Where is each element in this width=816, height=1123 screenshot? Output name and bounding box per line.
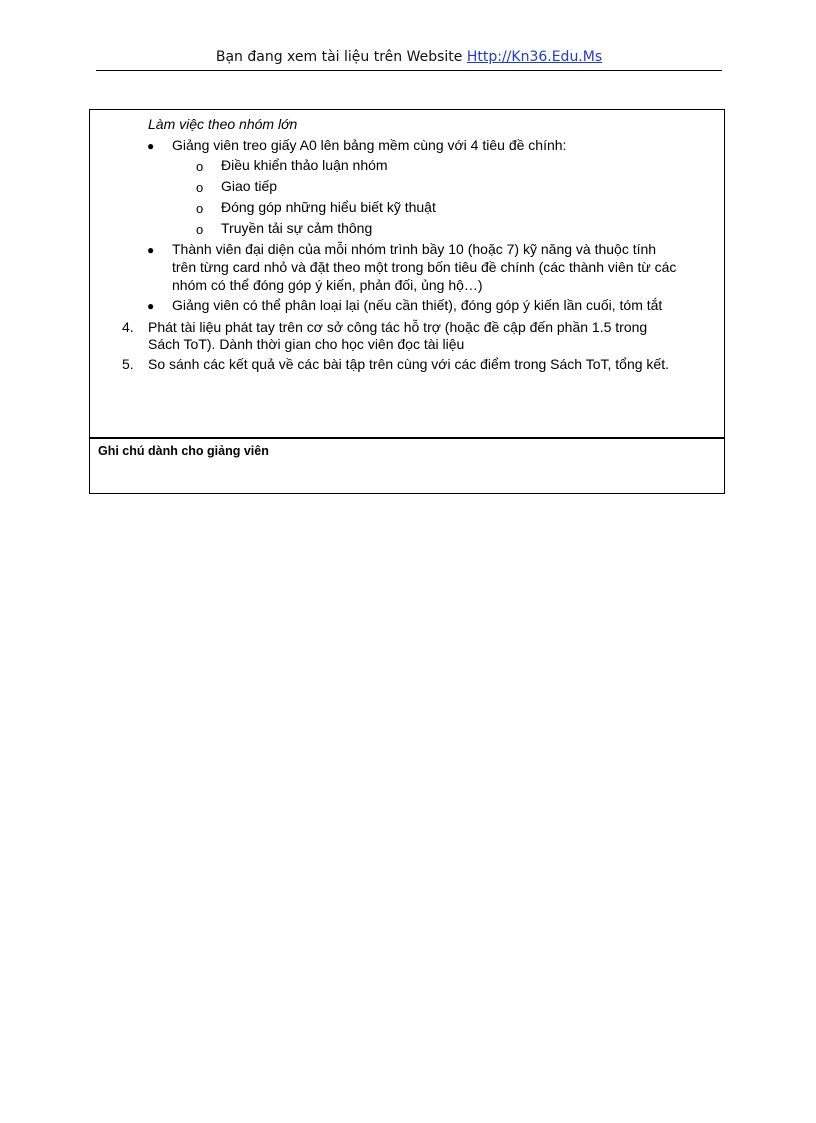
website-link[interactable]: Http://Kn36.Edu.Ms (466, 49, 603, 65)
circle-marker: o (196, 159, 204, 174)
section-title: Làm việc theo nhóm lớn (148, 116, 298, 132)
bullet-marker: ● (147, 139, 155, 153)
circle-marker: o (196, 222, 204, 237)
section-divider (90, 437, 724, 439)
page-header (96, 48, 722, 66)
bullet-marker: ● (147, 243, 155, 257)
item-number: 5. (122, 356, 134, 372)
sub-item: Đóng góp những hiểu biết kỹ thuật (221, 199, 436, 215)
bullet-item-line: Thành viên đại diện của mỗi nhóm trình bầy 10 (hoặc 7) kỹ năng và thuộc tính (172, 241, 657, 257)
sub-item: Điều khiển thảo luận nhóm (221, 157, 388, 173)
numbered-item-line: Sách ToT). Dành thời gian cho học viên đọc tài liệu (148, 336, 465, 352)
notes-title: Ghi chú dành cho giảng viên (98, 444, 269, 458)
bullet-item: Giảng viên có thể phân loại lại (nếu cần thiết), đóng góp ý kiến lần cuối, tóm tắt (172, 297, 663, 313)
circle-marker: o (196, 201, 204, 216)
bullet-item-line: nhóm có thể đóng góp ý kiến, phản đối, ủng hộ…) (172, 277, 483, 293)
sub-item: Truyền tải sự cảm thông (221, 220, 373, 236)
circle-marker: o (196, 180, 204, 195)
bullet-marker: ● (147, 299, 155, 313)
header-rule (96, 70, 722, 71)
numbered-item-line: Phát tài liệu phát tay trên cơ sở công tác hỗ trợ (hoặc đề cập đến phần 1.5 trong (148, 319, 648, 335)
sub-item: Giao tiếp (221, 178, 278, 194)
item-number: 4. (122, 319, 134, 335)
content-box (89, 109, 725, 494)
numbered-item: So sánh các kết quả về các bài tập trên cùng với các điểm trong Sách ToT, tổng kết. (148, 356, 669, 372)
bullet-item-line: trên từng card nhỏ và đặt theo một trong bốn tiêu đề chính (các thành viên từ các (172, 259, 677, 275)
header-text: Bạn đang xem tài liệu trên Website (215, 49, 467, 65)
bullet-item: Giảng viên treo giấy A0 lên bảng mềm cùng với 4 tiêu đề chính: (172, 137, 567, 153)
